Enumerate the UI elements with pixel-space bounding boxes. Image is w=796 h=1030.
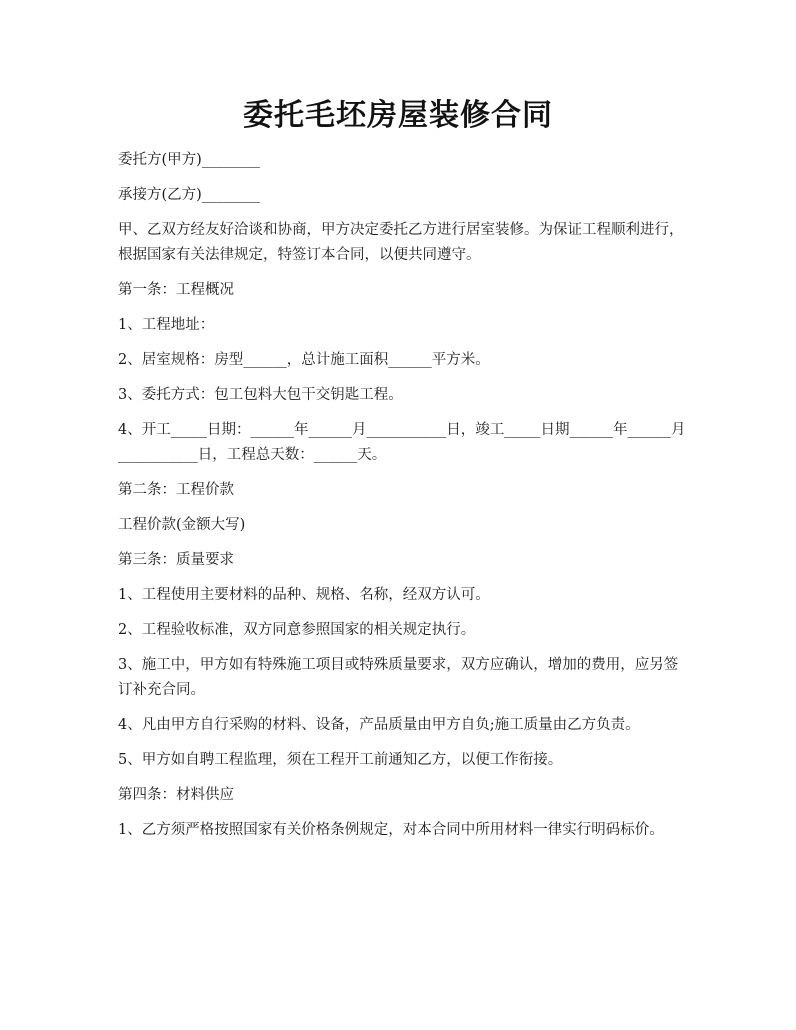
article-1-item-3: 3、委托方式：包工包料大包干交钥匙工程。 bbox=[118, 387, 403, 403]
party-b-line: 承接方(乙方)________ bbox=[118, 187, 260, 203]
article-1-item-2: 2、居室规格：房型______，总计施工面积______平方米。 bbox=[118, 352, 490, 368]
article-2-price-line: 工程价款(金额大写) bbox=[118, 517, 246, 533]
article-3-item-3: 3、施工中，甲方如有特殊施工项目或特殊质量要求，双方应确认，增加的费用，应另签订补充合同。 bbox=[118, 657, 679, 698]
article-2-heading: 第二条：工程价款 bbox=[118, 482, 234, 498]
article-4-heading: 第四条：材料供应 bbox=[118, 787, 234, 803]
article-3-item-2: 2、工程验收标准，双方同意参照国家的相关规定执行。 bbox=[118, 622, 476, 638]
party-a-line: 委托方(甲方)________ bbox=[118, 152, 260, 168]
document-title: 委托毛坯房屋装修合同 bbox=[243, 98, 553, 133]
article-3-heading: 第三条：质量要求 bbox=[118, 552, 234, 568]
article-1-item-1: 1、工程地址： bbox=[118, 317, 215, 333]
article-3-item-4: 4、凡由甲方自行采购的材料、设备，产品质量由甲方自负;施工质量由乙方负责。 bbox=[118, 717, 640, 733]
article-1-item-4: 4、开工_____日期：______年______月___________日，竣工_____日期______年______月___________日，工程总天数：______天。 bbox=[118, 422, 686, 463]
article-3-item-1: 1、工程使用主要材料的品种、规格、名称，经双方认可。 bbox=[118, 587, 490, 603]
article-1-heading: 第一条：工程概况 bbox=[118, 282, 234, 298]
article-4-item-1: 1、乙方须严格按照国家有关价格条例规定，对本合同中所用材料一律实行明码标价。 bbox=[118, 822, 664, 838]
preamble-paragraph: 甲、乙双方经友好洽谈和协商，甲方决定委托乙方进行居室装修。为保证工程顺利进行，根据国家有关法律规定，特签订本合同，以便共同遵守。 bbox=[118, 222, 684, 263]
article-3-item-5: 5、甲方如自聘工程监理，须在工程开工前通知乙方，以便工作衔接。 bbox=[118, 752, 563, 768]
document-body bbox=[118, 148, 688, 853]
